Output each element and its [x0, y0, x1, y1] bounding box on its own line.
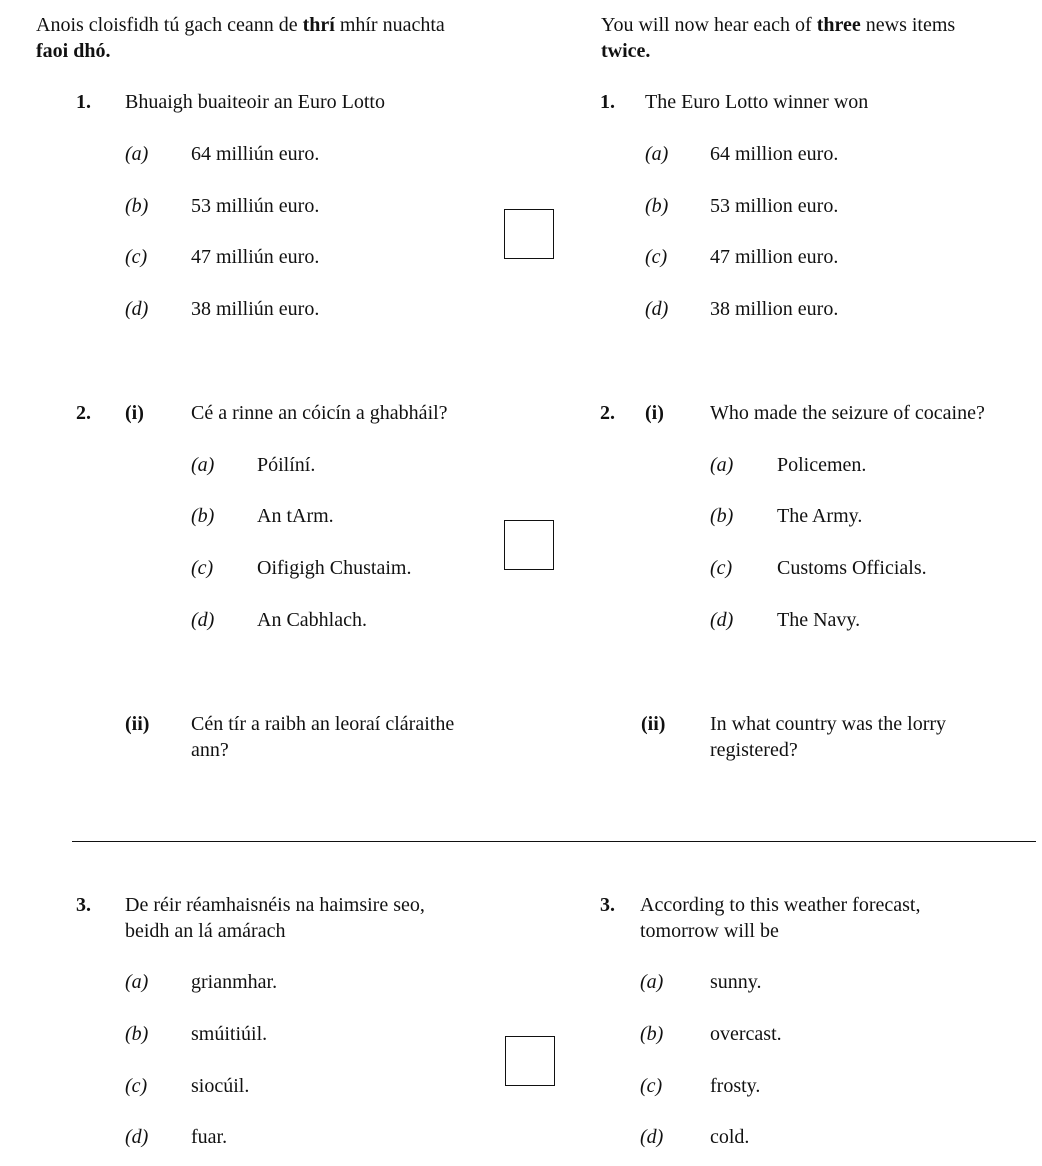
- q1-english-option-a: 64 million euro.: [710, 143, 839, 165]
- q1-stem-irish: Bhuaigh buaiteoir an Euro Lotto: [125, 91, 385, 113]
- q3-english-option-b: overcast.: [710, 1023, 782, 1045]
- q3-english-letter-b: (b): [640, 1023, 664, 1045]
- q2-number-irish: 2.: [76, 402, 91, 424]
- q2-english-option-a: Policemen.: [777, 454, 867, 476]
- q2-i-stem-irish: Cé a rinne an cóicín a ghabháil?: [191, 402, 448, 424]
- q1-irish-letter-b: (b): [125, 195, 149, 217]
- q3-number-english: 3.: [600, 894, 615, 916]
- q2-english-letter-c: (c): [710, 557, 733, 579]
- q1-irish-letter-d: (d): [125, 298, 149, 320]
- q3-irish-letter-d: (d): [125, 1126, 149, 1148]
- q2-i-stem-english: Who made the seizure of cocaine?: [710, 402, 985, 424]
- q1-english-letter-c: (c): [645, 246, 668, 268]
- intro-english-post: news items: [860, 14, 956, 36]
- q2-english-option-b: The Army.: [777, 505, 863, 527]
- q3-irish-letter-b: (b): [125, 1023, 149, 1045]
- q1-number-english: 1.: [600, 91, 615, 113]
- q2-irish-option-b: An tArm.: [257, 505, 334, 527]
- q3-english-letter-a: (a): [640, 971, 664, 993]
- q1-number-irish: 1.: [76, 91, 91, 113]
- intro-english-line2: twice.: [601, 40, 651, 62]
- q1-stem-english: The Euro Lotto winner won: [645, 91, 869, 113]
- q3-english-option-d: cold.: [710, 1126, 750, 1148]
- q3-english-line2: tomorrow will be: [640, 920, 779, 942]
- q2-irish-letter-a: (a): [191, 454, 215, 476]
- intro-english-bold: three: [816, 14, 861, 36]
- q2-ii-irish-line2: ann?: [191, 739, 229, 761]
- q1-english-letter-a: (a): [645, 143, 669, 165]
- q3-irish-line2: beidh an lá amárach: [125, 920, 286, 942]
- q3-irish-option-b: smúitiúil.: [191, 1023, 268, 1045]
- q3-english-letter-d: (d): [640, 1126, 664, 1148]
- q2-number-english: 2.: [600, 402, 615, 424]
- intro-irish-pre: Anois cloisfidh tú gach ceann de: [36, 14, 303, 36]
- q1-english-letter-b: (b): [645, 195, 669, 217]
- q3-english-option-c: frosty.: [710, 1075, 761, 1097]
- q1-answer-box[interactable]: [504, 209, 554, 259]
- q1-english-letter-d: (d): [645, 298, 669, 320]
- q1-irish-option-c: 47 milliún euro.: [191, 246, 320, 268]
- q2-answer-box[interactable]: [504, 520, 554, 570]
- q3-irish-letter-c: (c): [125, 1075, 148, 1097]
- q2-part-i-label-english: (i): [645, 402, 664, 424]
- q3-english-line1: According to this weather forecast,: [640, 894, 921, 916]
- q3-english-option-a: sunny.: [710, 971, 762, 993]
- q2-part-i-label-irish: (i): [125, 402, 144, 424]
- q2-irish-letter-d: (d): [191, 609, 215, 631]
- q2-irish-option-a: Póilíní.: [257, 454, 316, 476]
- q2-english-letter-b: (b): [710, 505, 734, 527]
- q3-irish-option-c: siocúil.: [191, 1075, 250, 1097]
- q2-irish-letter-b: (b): [191, 505, 215, 527]
- intro-irish-bold: thrí: [302, 14, 335, 36]
- q2-english-letter-d: (d): [710, 609, 734, 631]
- intro-irish-post: mhír nuachta: [334, 14, 445, 36]
- q2-part-ii-label-irish: (ii): [125, 713, 150, 735]
- q1-english-option-b: 53 million euro.: [710, 195, 839, 217]
- q2-english-option-d: The Navy.: [777, 609, 861, 631]
- q3-irish-letter-a: (a): [125, 971, 149, 993]
- intro-irish-line2: faoi dhó.: [36, 40, 111, 62]
- q2-ii-english-line2: registered?: [710, 739, 798, 761]
- q2-irish-letter-c: (c): [191, 557, 214, 579]
- q1-irish-option-a: 64 milliún euro.: [191, 143, 320, 165]
- intro-english-pre: You will now hear each of: [601, 14, 817, 36]
- q2-ii-english-line1: In what country was the lorry: [710, 713, 947, 735]
- q1-irish-option-d: 38 milliún euro.: [191, 298, 320, 320]
- q3-answer-box[interactable]: [505, 1036, 555, 1086]
- intro-irish: [36, 12, 445, 38]
- q3-english-letter-c: (c): [640, 1075, 663, 1097]
- q3-number-irish: 3.: [76, 894, 91, 916]
- q3-irish-line1: De réir réamhaisnéis na haimsire seo,: [125, 894, 425, 916]
- q3-irish-option-a: grianmhar.: [191, 971, 278, 993]
- q3-irish-option-d: fuar.: [191, 1126, 228, 1148]
- q1-english-option-d: 38 million euro.: [710, 298, 839, 320]
- q2-ii-answer-line[interactable]: [72, 841, 1036, 842]
- q2-irish-option-c: Oifigigh Chustaim.: [257, 557, 412, 579]
- q2-ii-irish-line1: Cén tír a raibh an leoraí cláraithe: [191, 713, 455, 735]
- intro-english: [601, 12, 955, 38]
- q1-irish-option-b: 53 milliún euro.: [191, 195, 320, 217]
- q1-english-option-c: 47 million euro.: [710, 246, 839, 268]
- q2-irish-option-d: An Cabhlach.: [257, 609, 367, 631]
- q2-part-ii-label-english: (ii): [641, 713, 666, 735]
- q1-irish-letter-c: (c): [125, 246, 148, 268]
- q1-irish-letter-a: (a): [125, 143, 149, 165]
- q2-english-letter-a: (a): [710, 454, 734, 476]
- q2-english-option-c: Customs Officials.: [777, 557, 927, 579]
